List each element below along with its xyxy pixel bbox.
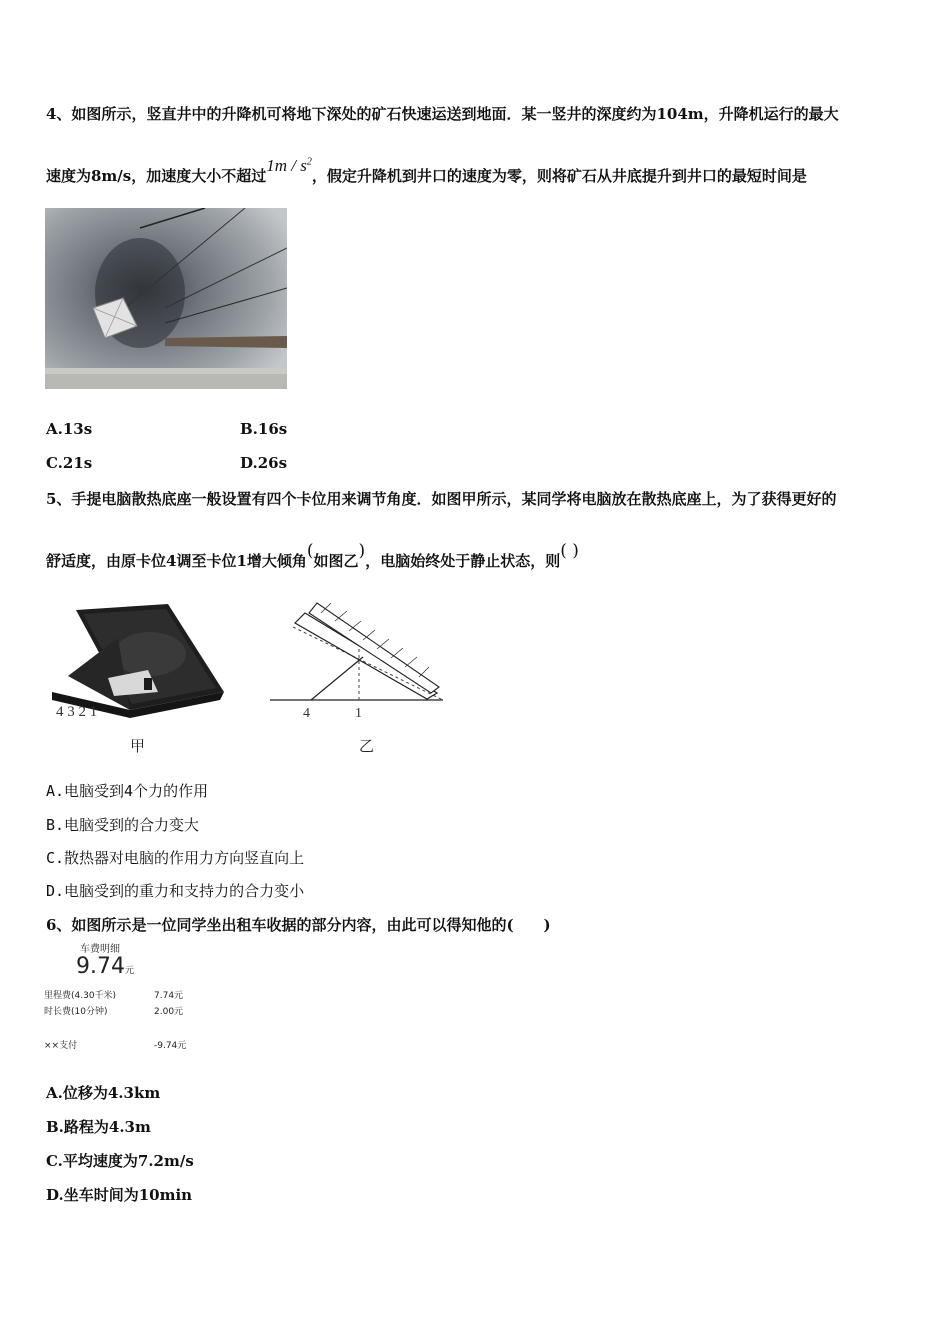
q4-stem-text-a: 速度为8m/s，加速度大小不超过: [46, 167, 267, 185]
q4-stem-text-b: ，假定升降机到井口的速度为零，则将矿石从井底提升到井口的最短时间是: [311, 167, 807, 185]
q6-option-d[interactable]: D.坐车时间为10min: [46, 1186, 193, 1204]
yi-label-4: 4: [303, 706, 310, 721]
receipt-title: 车费明细: [80, 944, 120, 955]
q5-option-b[interactable]: B.电脑受到的合力变大: [46, 816, 200, 834]
acceleration-formula: $1m / s^2$: [266, 156, 312, 175]
jia-card-numbers: 4 3 2 1: [56, 704, 98, 720]
laptop-stand-figure-jia: [48, 600, 230, 760]
q4-option-a[interactable]: A.13s: [46, 420, 93, 438]
q6-option-b[interactable]: B.路程为4.3m: [46, 1118, 151, 1136]
q5-answer-blank: ( ): [560, 541, 579, 561]
q5-option-c[interactable]: C.散热器对电脑的作用力方向竖直向上: [46, 849, 305, 867]
receipt-total: 9.74元: [76, 954, 134, 979]
q5-option-d[interactable]: D.电脑受到的重力和支持力的合力变小: [46, 882, 305, 900]
receipt-row-payment: ××支付 -9.74元: [44, 1041, 187, 1051]
laptop-stand-figure-yi: [265, 595, 450, 760]
q6-stem: 6、如图所示是一位同学坐出租车收据的部分内容，由此可以得知他的( ): [46, 916, 551, 934]
mine-shaft-photo: [45, 208, 287, 389]
q4-stem-line2: [46, 156, 807, 186]
q6-option-c[interactable]: C.平均速度为7.2m/s: [46, 1152, 194, 1170]
q4-stem-line1: 4、如图所示，竖直井中的升降机可将地下深处的矿石快速运送到地面．某一竖井的深度约为104m，升降机运行的最大: [46, 105, 839, 123]
q5-stem-line2: 舒适度，由原卡位4调至卡位1增大倾角(如图乙)，电脑始终处于静止状态，则( ): [46, 541, 579, 570]
yi-label-1: 1: [355, 706, 362, 721]
fig-jia-label: 甲: [130, 737, 146, 755]
q5-option-a[interactable]: A.电脑受到4个力的作用: [46, 782, 209, 800]
q6-option-a[interactable]: A.位移为4.3km: [46, 1084, 161, 1102]
q4-option-d[interactable]: D.26s: [240, 454, 288, 472]
fig-yi-label: 乙: [359, 737, 375, 755]
q5-stem-line1: 5、手提电脑散热底座一般设置有四个卡位用来调节角度．如图甲所示，某同学将电脑放在散热底座上，为了获得更好的: [46, 490, 837, 508]
q4-option-b[interactable]: B.16s: [240, 420, 288, 438]
receipt-row-mileage: 里程费(4.30千米) 7.74元: [44, 991, 184, 1001]
receipt-row-duration: 时长费(10分钟) 2.00元: [44, 1007, 184, 1017]
q4-option-c[interactable]: C.21s: [46, 454, 93, 472]
